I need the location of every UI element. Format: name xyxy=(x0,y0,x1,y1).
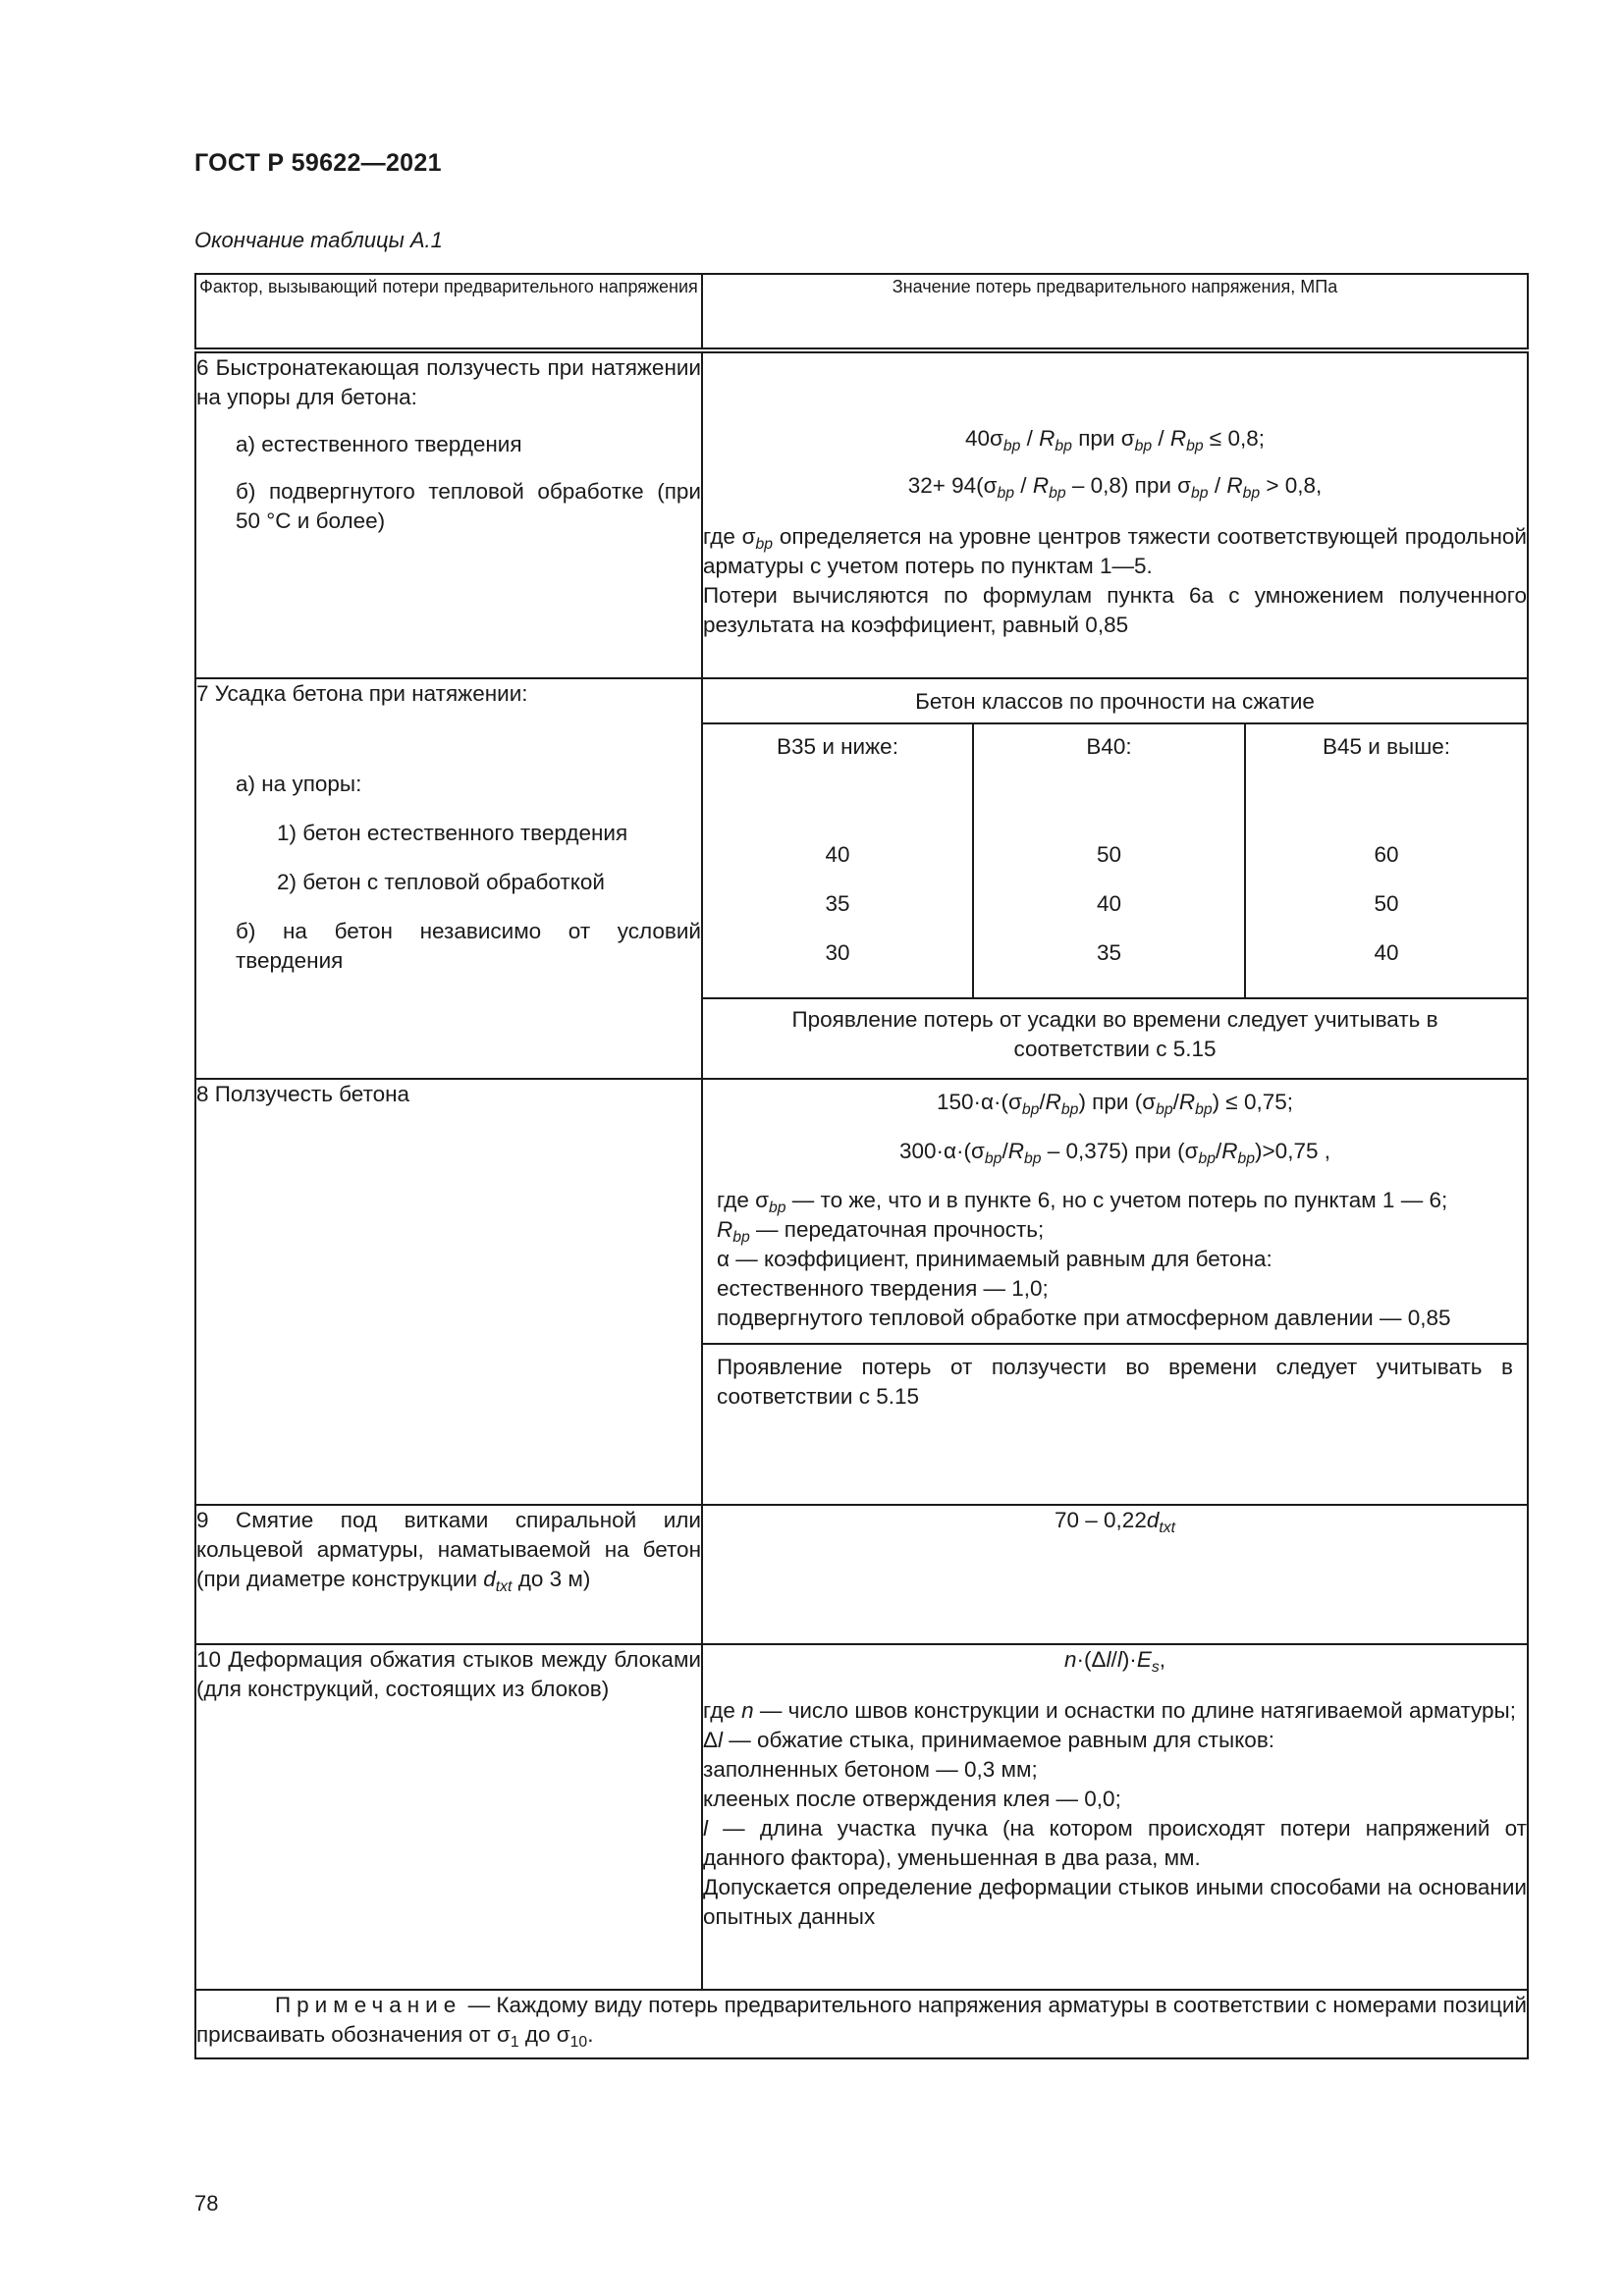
value-cell: 60 xyxy=(1374,842,1399,867)
table-row xyxy=(195,678,1528,1079)
row7-col-b45 xyxy=(1246,724,1527,997)
row10-line-2: Δl — обжатие стыка, принимаемое равным для стыков: xyxy=(703,1728,1275,1752)
table-row xyxy=(195,1079,1528,1505)
row10-line-4: клееных после отверждения клея — 0,0; xyxy=(703,1787,1121,1811)
row7-item-a: а) на упоры: xyxy=(236,772,362,796)
row8-line-2: $R_{bp}$ — передаточная прочность; xyxy=(717,1217,1045,1246)
page-number: 78 xyxy=(194,2191,219,2216)
table-row xyxy=(195,1505,1528,1644)
row9-value xyxy=(702,1505,1528,1644)
table-caption: Окончание таблицы А.1 xyxy=(194,228,443,252)
document-code: ГОСТ Р 59622—2021 xyxy=(194,149,442,177)
row10-line-5: l — длина участка пучка (на котором происходят потери напряжений от данного фактора), уменьшенная в два раза, мм. xyxy=(703,1816,1527,1870)
row6-item-a: а) естественного твердения xyxy=(236,432,522,456)
row9-formula: $70 - 0,22d_{txt}$ xyxy=(1055,1508,1175,1536)
value-cell: 50 xyxy=(1374,891,1399,916)
row8-line-5: подвергнутого тепловой обработке при атмосферном давлении — 0,85 xyxy=(717,1306,1451,1330)
losses-table xyxy=(194,273,1529,2059)
value-cell: 40 xyxy=(1374,940,1399,965)
row9-title: 9 Смятие под витками спиральной или кольцевой арматуры, наматываемой на бетон (при диаметре конструкции $d_{txt}$ до 3 м) xyxy=(196,1508,701,1595)
row6-factor xyxy=(195,350,702,678)
value-cell: 35 xyxy=(1096,940,1122,965)
row7-group-header: Бетон классов по прочности на сжатие xyxy=(703,679,1527,724)
value-cell: 30 xyxy=(825,940,850,965)
row9-factor xyxy=(195,1505,702,1644)
row7-item-a2: 2) бетон с тепловой обработкой xyxy=(277,870,605,894)
row6-note-2: Потери вычисляются по формулам пункта 6а с умножением полученного результата на коэффициент, равный 0,85 xyxy=(703,583,1527,637)
row10-value xyxy=(702,1644,1528,1990)
row6-note-1: где $\sigma_{bp}$ определяется на уровне центров тяжести соответствующей продольной арматуры с учетом потерь по пунктам 1—5. xyxy=(703,524,1527,578)
row6-formula-a: $40\sigma_{bp} / R_{bp}$ при $\sigma_{bp} / R_{bp} \le 0,8$; xyxy=(964,426,1266,454)
class-label: В45 и выше: xyxy=(1322,734,1451,759)
row6-item-b: б) подвергнутого тепловой обработке (при 50 °С и более) xyxy=(236,479,701,533)
row7-title: 7 Усадка бетона при натяжении: xyxy=(196,681,528,706)
row8-formula-2: $300\cdot\alpha\cdot(\sigma_{bp}/R_{bp} - 0,375)$ при $(\sigma_{bp}/R_{bp})>0,75$ , xyxy=(899,1139,1330,1167)
column-header-value: Значение потерь предварительного напряжения, МПа xyxy=(702,274,1528,350)
row8-line-1: где $\sigma_{bp}$ — то же, что и в пункте 6, но с учетом потерь по пунктам 1 — 6; xyxy=(717,1188,1448,1216)
value-cell: 35 xyxy=(825,891,850,916)
column-header-factor: Фактор, вызывающий потери предварительного напряжения xyxy=(195,274,702,350)
value-cell: 40 xyxy=(1096,891,1122,916)
row7-factor xyxy=(195,678,702,1079)
row7-item-b: б) на бетон независимо от условий твердения xyxy=(236,919,701,973)
row8-line-3: α — коэффициент, принимаемый равным для бетона: xyxy=(717,1247,1272,1271)
row6-title: 6 Быстронатекающая ползучесть при натяжении на упоры для бетона: xyxy=(196,355,701,409)
class-label: В40: xyxy=(1086,734,1132,759)
row7-item-a1: 1) бетон естественного твердения xyxy=(277,821,628,845)
row7-values-grid xyxy=(703,724,1527,999)
row8-line-4: естественного твердения — 1,0; xyxy=(717,1276,1049,1301)
row8-title: 8 Ползучесть бетона xyxy=(196,1082,410,1106)
table-header-row xyxy=(195,274,1528,350)
row8-formula-1: $150\cdot\alpha\cdot(\sigma_{bp}/R_{bp})$ при $(\sigma_{bp}/R_{bp}) \le 0,75$; xyxy=(936,1090,1294,1118)
row8-note: Проявление потерь от ползучести во времени следует учитывать в соответствии с 5.15 xyxy=(717,1355,1513,1409)
table-note xyxy=(195,1990,1528,2058)
row6-formula-b: $32+ 94(\sigma_{bp} / R_{bp} - 0,8)$ при $\sigma_{bp} / R_{bp} > 0,8$, xyxy=(907,473,1323,502)
row8-value xyxy=(702,1079,1528,1505)
row10-title: 10 Деформация обжатия стыков между блоками (для конструкций, состоящих из блоков) xyxy=(196,1647,701,1701)
row7-value xyxy=(702,678,1528,1079)
row7-col-b40 xyxy=(974,724,1246,997)
row8-factor xyxy=(195,1079,702,1505)
value-cell: 50 xyxy=(1096,842,1122,867)
table-note-row xyxy=(195,1990,1528,2058)
value-cell: 40 xyxy=(825,842,850,867)
table-row xyxy=(195,1644,1528,1990)
row10-line-6: Допускается определение деформации стыков иными способами на основании опытных данных xyxy=(703,1875,1527,1929)
row7-col-b35 xyxy=(703,724,974,997)
row7-note: Проявление потерь от усадки во времени следует учитывать в соответствии с 5.15 xyxy=(791,1007,1438,1061)
row10-line-3: заполненных бетоном — 0,3 мм; xyxy=(703,1757,1038,1782)
table-note-text: Примечание — Каждому виду потерь предварительного напряжения арматуры в соответствии с номерами позиций присваивать обозначения от $\sigma_1$ до $\sigma_{10}$. xyxy=(196,1993,1527,2051)
table-row xyxy=(195,350,1528,678)
row10-line-1: где n — число швов конструкции и оснастки по длине натягиваемой арматуры; xyxy=(703,1698,1516,1723)
row10-factor xyxy=(195,1644,702,1990)
row10-formula: $n\cdot(\Delta l/l)\cdot E_s$, xyxy=(1064,1647,1165,1676)
class-label: В35 и ниже: xyxy=(777,734,898,759)
row6-value xyxy=(702,350,1528,678)
